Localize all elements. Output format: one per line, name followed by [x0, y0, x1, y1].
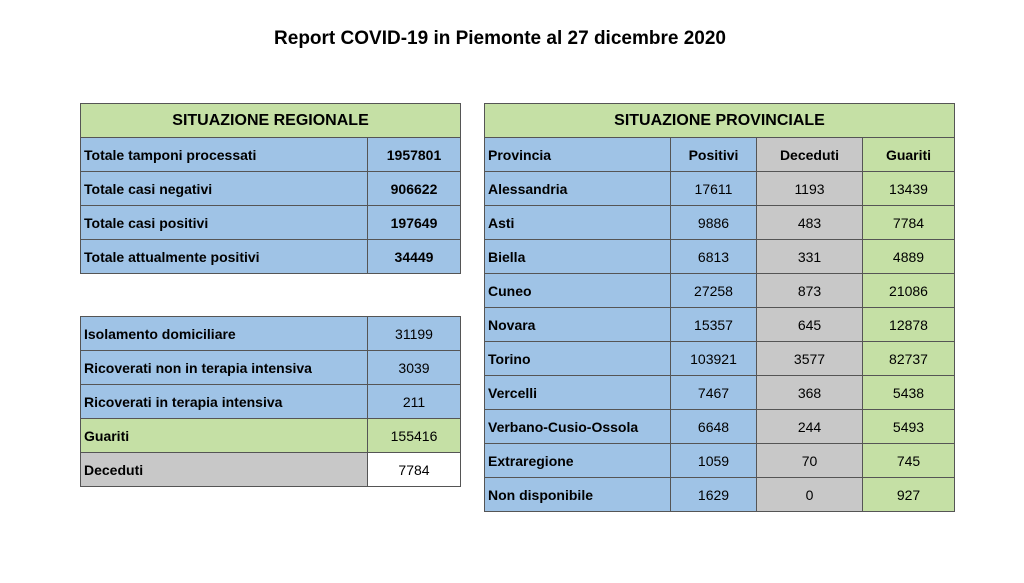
cell-provincia: Torino	[485, 342, 671, 376]
cell-provincia: Asti	[485, 206, 671, 240]
row-value: 197649	[368, 206, 461, 240]
table-row	[485, 240, 955, 274]
cell-deceduti: 873	[757, 274, 863, 308]
cell-deceduti: 1193	[757, 172, 863, 206]
row-label: Guariti	[81, 419, 368, 453]
column-header-guariti: Guariti	[863, 138, 955, 172]
row-value: 3039	[368, 351, 461, 385]
cell-deceduti: 645	[757, 308, 863, 342]
table-row	[81, 240, 461, 274]
row-value: 906622	[368, 172, 461, 206]
row-value: 1957801	[368, 138, 461, 172]
regional-detail-table	[80, 316, 461, 487]
row-value: 34449	[368, 240, 461, 274]
provincial-header: SITUAZIONE PROVINCIALE	[485, 104, 955, 138]
table-row	[485, 444, 955, 478]
cell-guariti: 5493	[863, 410, 955, 444]
cell-positivi: 6648	[671, 410, 757, 444]
cell-guariti: 12878	[863, 308, 955, 342]
column-header-provincia: Provincia	[485, 138, 671, 172]
cell-guariti: 13439	[863, 172, 955, 206]
cell-provincia: Non disponibile	[485, 478, 671, 512]
cell-deceduti: 368	[757, 376, 863, 410]
cell-guariti: 4889	[863, 240, 955, 274]
table-row	[485, 172, 955, 206]
report-title: Report COVID-19 in Piemonte al 27 dicembre 2020	[274, 28, 726, 49]
cell-positivi: 103921	[671, 342, 757, 376]
cell-positivi: 7467	[671, 376, 757, 410]
cell-positivi: 15357	[671, 308, 757, 342]
row-label: Ricoverati in terapia intensiva	[81, 385, 368, 419]
cell-deceduti: 3577	[757, 342, 863, 376]
cell-positivi: 1059	[671, 444, 757, 478]
row-label: Totale casi positivi	[81, 206, 368, 240]
cell-guariti: 82737	[863, 342, 955, 376]
table-row	[81, 172, 461, 206]
table-row	[81, 453, 461, 487]
table-header-row	[81, 104, 461, 138]
cell-guariti: 745	[863, 444, 955, 478]
cell-provincia: Vercelli	[485, 376, 671, 410]
cell-positivi: 27258	[671, 274, 757, 308]
table-row	[485, 274, 955, 308]
table-row	[485, 478, 955, 512]
row-label: Deceduti	[81, 453, 368, 487]
cell-provincia: Extraregione	[485, 444, 671, 478]
table-header-row	[485, 104, 955, 138]
provincial-rows	[485, 172, 955, 512]
cell-guariti: 7784	[863, 206, 955, 240]
table-row	[81, 351, 461, 385]
row-value: 31199	[368, 317, 461, 351]
cell-provincia: Novara	[485, 308, 671, 342]
regional-header: SITUAZIONE REGIONALE	[81, 104, 461, 138]
table-row	[81, 206, 461, 240]
row-value: 211	[368, 385, 461, 419]
row-label: Totale attualmente positivi	[81, 240, 368, 274]
row-label: Totale tamponi processati	[81, 138, 368, 172]
row-label: Isolamento domiciliare	[81, 317, 368, 351]
cell-positivi: 9886	[671, 206, 757, 240]
table-row	[485, 410, 955, 444]
cell-provincia: Cuneo	[485, 274, 671, 308]
table-row	[81, 138, 461, 172]
row-label: Ricoverati non in terapia intensiva	[81, 351, 368, 385]
cell-deceduti: 70	[757, 444, 863, 478]
cell-deceduti: 331	[757, 240, 863, 274]
cell-positivi: 17611	[671, 172, 757, 206]
table-row	[485, 308, 955, 342]
table-row	[485, 342, 955, 376]
row-value: 155416	[368, 419, 461, 453]
cell-provincia: Alessandria	[485, 172, 671, 206]
cell-deceduti: 483	[757, 206, 863, 240]
cell-deceduti: 0	[757, 478, 863, 512]
cell-guariti: 927	[863, 478, 955, 512]
cell-provincia: Biella	[485, 240, 671, 274]
column-header-positivi: Positivi	[671, 138, 757, 172]
table-row	[81, 419, 461, 453]
cell-deceduti: 244	[757, 410, 863, 444]
provincial-table	[484, 103, 955, 512]
table-row	[81, 385, 461, 419]
cell-positivi: 1629	[671, 478, 757, 512]
row-value: 7784	[368, 453, 461, 487]
cell-provincia: Verbano-Cusio-Ossola	[485, 410, 671, 444]
table-row	[81, 317, 461, 351]
table-row	[485, 206, 955, 240]
column-header-row	[485, 138, 955, 172]
cell-positivi: 6813	[671, 240, 757, 274]
table-row	[485, 376, 955, 410]
row-label: Totale casi negativi	[81, 172, 368, 206]
cell-guariti: 21086	[863, 274, 955, 308]
regional-summary-table	[80, 103, 461, 274]
cell-guariti: 5438	[863, 376, 955, 410]
column-header-deceduti: Deceduti	[757, 138, 863, 172]
